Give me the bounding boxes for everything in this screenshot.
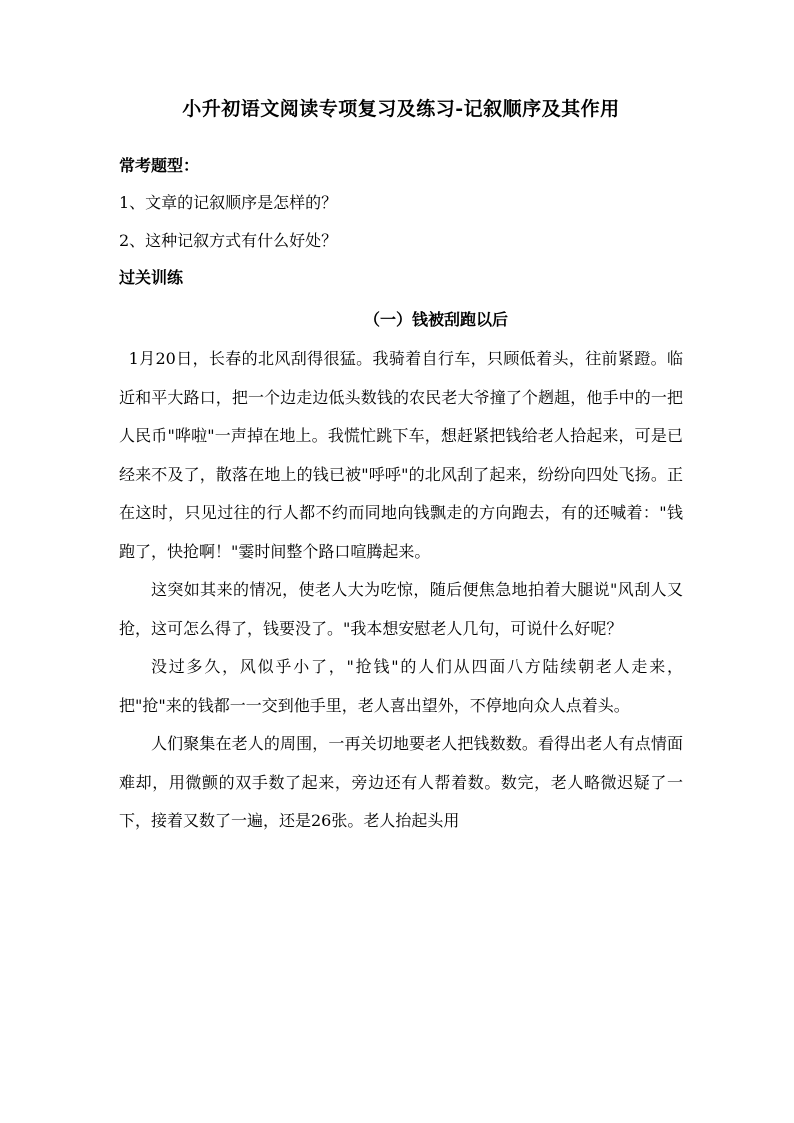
document-title: 小升初语文阅读专项复习及练习-记叙顺序及其作用 [182,98,620,120]
article-paragraph-3: 没过多久，风似乎小了，"抢钱"的人们从四面八方陆续朝老人走来，把"抢"来的钱都一一交到他手里，老人喜出望外，不停地向众人点着头。 [119,657,683,715]
section-heading-practice: 过关训练 [119,268,184,287]
article-title: （一）钱被刮跑以后 [363,310,508,329]
article-paragraph-2: 这突如其来的情况，使老人大为吃惊，随后便焦急地拍着大腿说"风刮人又抢，这可怎么得了，钱要没了。"我本想安慰老人几句，可说什么好呢？ [119,580,683,638]
section-heading-common-questions: 常考题型： [119,156,200,175]
question-item-2: 2、这种记叙方式有什么好处？ [119,231,338,250]
article-paragraph-4: 人们聚集在老人的周围，一再关切地要老人把钱数数。看得出老人有点情面难却，用微颤的双手数了起来，旁边还有人帮着数。数完，老人略微迟疑了一下，接着又数了一遍，还是26张。老人抬起头用 [119,734,683,830]
question-item-1: 1、文章的记叙顺序是怎样的？ [119,193,338,212]
article-paragraph-1: 1月20日，长春的北风刮得很猛。我骑着自行车，只顾低着头，往前紧蹬。临近和平大路口，把一个边走边低头数钱的农民老大爷撞了个趔趄，他手中的一把人民币"哗啦"一声掉在地上。我慌忙跳下车，想赶紧把钱给老人拾起来，可是已经来不及了，散落在地上的钱已被"呼呼"的北风刮了起来，纷纷向四处飞扬。正在这时，只见过往的行人都不约而同地向钱飘走的方向跑去，有的还喊着："钱跑了，快抢啊！"霎时间整个路口喧腾起来。 [119,349,683,561]
document-page [119,96,683,841]
